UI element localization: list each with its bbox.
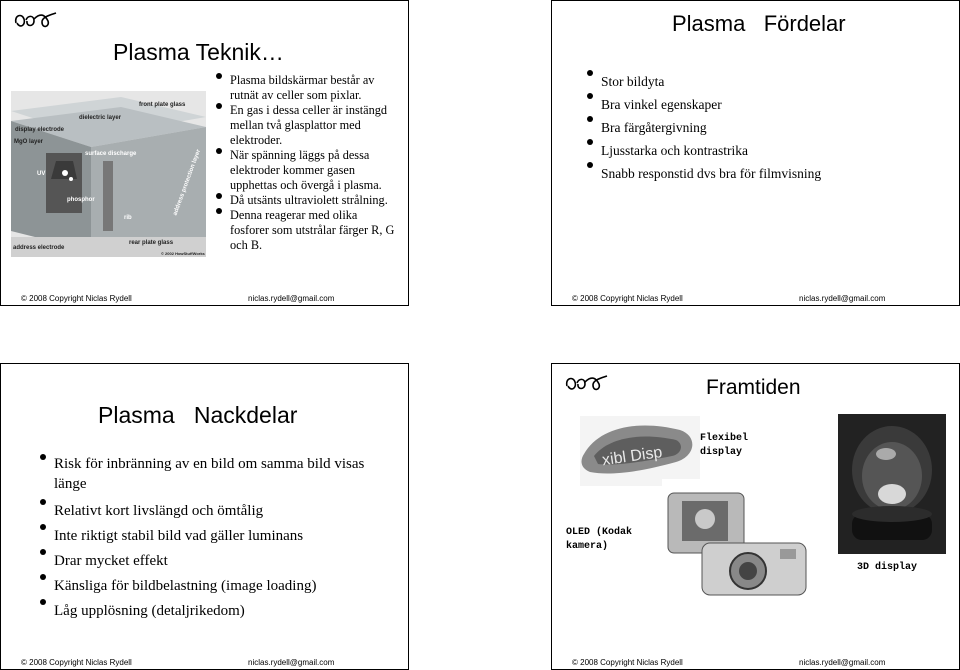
list-item: Bra färgåtergivning — [585, 116, 945, 139]
list-item: Risk för inbränning av en bild om samma bild visas länge — [38, 454, 383, 494]
label-rear-plate-glass: rear plate glass — [129, 240, 174, 246]
list-item: Då utsänts ultraviolett strålning. — [214, 193, 399, 208]
slide-title: Framtiden — [706, 376, 801, 399]
list-item: En gas i dessa celler är instängd mellan två glasplattor med elektroder. — [214, 103, 399, 148]
slide-framtiden — [551, 363, 960, 670]
glasses-logo-icon — [563, 372, 611, 396]
bullet-list — [585, 70, 945, 185]
slide-title: Plasma Fördelar — [672, 11, 846, 36]
list-item: Bra vinkel egenskaper — [585, 93, 945, 116]
oled-camera-image — [662, 479, 808, 597]
footer-copyright: © 2008 Copyright Niclas Rydell — [21, 294, 132, 303]
glasses-logo-icon — [12, 9, 60, 33]
label-surface-discharge: surface discharge — [85, 151, 137, 157]
list-item: Denna reagerar med olika fosforer som utstrålar färger R, G och B. — [214, 208, 399, 253]
footer-email: niclas.rydell@gmail.com — [248, 294, 335, 303]
slide-title: Plasma Nackdelar — [98, 402, 298, 428]
label-front-plate-glass: front plate glass — [139, 102, 186, 108]
plasma-cell-diagram — [11, 91, 206, 257]
slide-plasma-fordelar — [551, 0, 960, 306]
flexible-display-image — [580, 416, 700, 486]
3d-display-label: 3D display — [857, 562, 918, 573]
slide-title: Plasma Teknik… — [113, 39, 284, 65]
list-item: Plasma bildskärmar består av rutnät av celler som pixlar. — [214, 73, 399, 103]
label-uv: UV — [37, 171, 46, 177]
label-credit: © 2002 HowStuffWorks — [161, 251, 205, 256]
label-dielectric-layer: dielectric layer — [79, 115, 122, 121]
list-item: Relativt kort livslängd och ömtålig — [38, 499, 383, 524]
label-phosphor: phosphor — [67, 197, 95, 203]
footer-email: niclas.rydell@gmail.com — [799, 658, 886, 667]
footer-copyright: © 2008 Copyright Niclas Rydell — [21, 658, 132, 667]
list-item: När spänning läggs på dessa elektroder kommer gasen upphettas och övergå i plasma. — [214, 148, 399, 193]
flexible-display-label: Flexibel display — [700, 433, 749, 458]
list-item: Låg upplösning (detaljrikedom) — [38, 599, 383, 624]
list-item: Inte riktigt stabil bild vad gäller luminans — [38, 524, 383, 549]
bullet-list — [214, 73, 399, 253]
label-rib: rib — [124, 215, 132, 221]
list-item: Snabb responstid dvs bra för filmvisning — [585, 162, 945, 185]
oled-label: OLED (Kodak kamera) — [566, 527, 633, 552]
bullet-list — [38, 454, 383, 624]
slide-plasma-teknik — [0, 0, 409, 306]
footer-copyright: © 2008 Copyright Niclas Rydell — [572, 294, 683, 303]
label-display-electrode: display electrode — [15, 127, 65, 133]
label-mgo-layer: MgO layer — [14, 139, 44, 145]
slide-plasma-nackdelar — [0, 363, 409, 670]
footer-email: niclas.rydell@gmail.com — [799, 294, 886, 303]
footer-email: niclas.rydell@gmail.com — [248, 658, 335, 667]
list-item: Stor bildyta — [585, 70, 945, 93]
3d-display-image — [838, 414, 946, 554]
flexible-display-text: xibl Disp — [601, 443, 664, 470]
list-item: Drar mycket effekt — [38, 549, 383, 574]
label-address-protection-layer: address protection layer — [172, 148, 203, 217]
list-item: Känsliga för bildbelastning (image loading) — [38, 574, 383, 599]
footer-copyright: © 2008 Copyright Niclas Rydell — [572, 658, 683, 667]
list-item: Ljusstarka och kontrastrika — [585, 139, 945, 162]
label-address-electrode: address electrode — [13, 245, 65, 251]
